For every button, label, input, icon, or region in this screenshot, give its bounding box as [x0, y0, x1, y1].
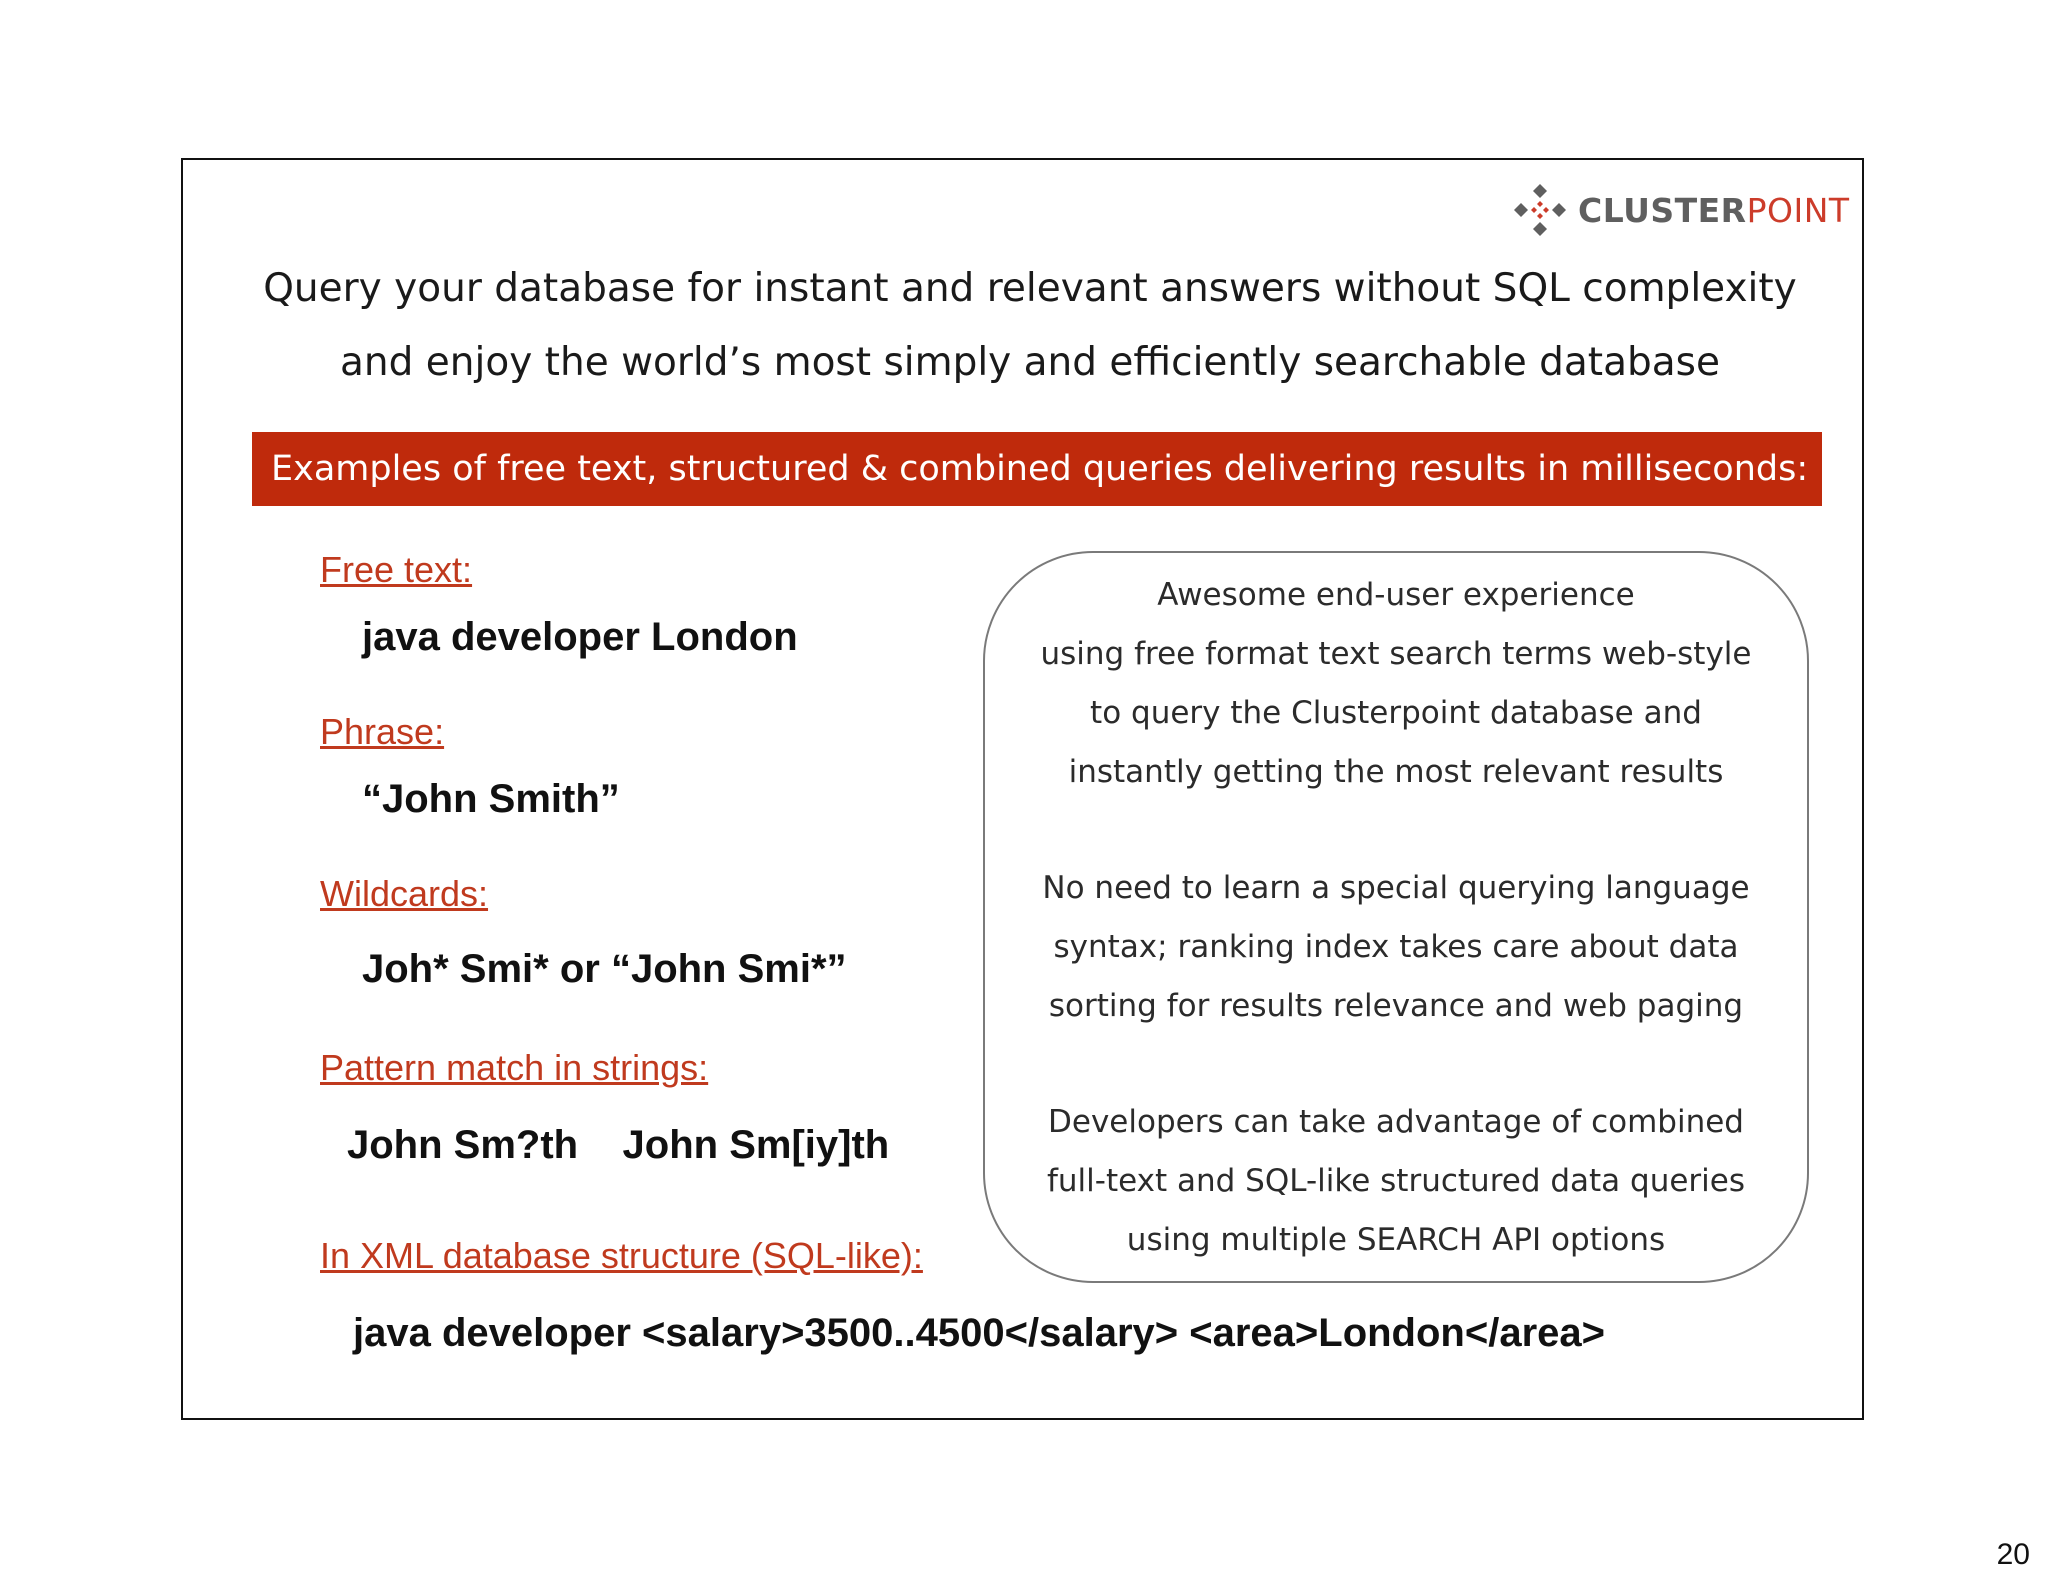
callout-line: No need to learn a special querying language — [1042, 870, 1750, 906]
query-example-pattern-match: John Sm?th John Sm[iy]th — [347, 1123, 890, 1167]
query-example-xml: java developer <salary>3500..4500</salary> <area>London</area> — [353, 1311, 1605, 1355]
callout-line: sorting for results relevance and web paging — [1048, 988, 1744, 1024]
query-example-free-text: java developer London — [362, 615, 798, 659]
callout-paragraph-no-query-language — [983, 859, 1809, 1036]
query-label-pattern-match: Pattern match in strings: — [320, 1047, 709, 1088]
headline-line-1: Query your database for instant and relevant answers without SQL complexity — [263, 266, 1797, 311]
callout-line: using multiple SEARCH API options — [1126, 1222, 1666, 1258]
callout-line: syntax; ranking index takes care about data — [1053, 929, 1739, 965]
query-label-free-text: Free text: — [320, 549, 473, 590]
clusterpoint-logo — [1510, 178, 1855, 242]
page-number: 20 — [1996, 1538, 2030, 1571]
query-label-xml: In XML database structure (SQL-like): — [320, 1235, 923, 1276]
callout-paragraph-end-user — [983, 566, 1809, 802]
clusterpoint-logo-icon — [1510, 180, 1570, 240]
query-label-wildcards: Wildcards: — [320, 873, 489, 914]
callout-line: Developers can take advantage of combined — [1048, 1104, 1744, 1140]
query-label-phrase: Phrase: — [320, 711, 445, 752]
clusterpoint-wordmark: CLUSTERPOINT — [1578, 190, 1850, 230]
examples-banner-text: Examples of free text, structured & combined queries delivering results in milliseconds: — [271, 449, 1809, 489]
callout-paragraph-developers — [983, 1093, 1809, 1270]
examples-banner — [252, 432, 1822, 506]
callout-line: Awesome end-user experience — [1157, 577, 1635, 613]
headline-line-2: and enjoy the world’s most simply and efficiently searchable database — [340, 340, 1720, 385]
query-example-wildcards: Joh* Smi* or “John Smi*” — [362, 947, 847, 991]
callout-line: using free format text search terms web-style — [1040, 636, 1752, 672]
query-example-phrase: “John Smith” — [362, 777, 620, 821]
headline — [230, 252, 1830, 400]
callout-line: to query the Clusterpoint database and — [1090, 695, 1702, 731]
callout-line: instantly getting the most relevant results — [1068, 754, 1724, 790]
callout-line: full-text and SQL-like structured data queries — [1046, 1163, 1746, 1199]
